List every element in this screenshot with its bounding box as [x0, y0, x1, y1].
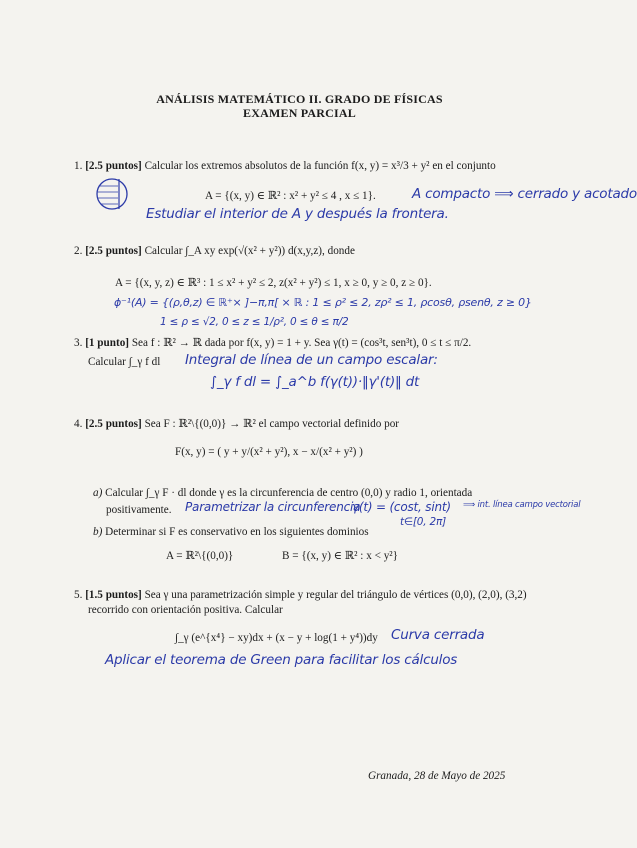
- problem-4b-statement: [93, 526, 369, 538]
- problem-2-text: Calcular ∫_A xy exp(√(x² + y²)) d(x,y,z), donde: [144, 245, 355, 257]
- problem-2-number: 2.: [74, 245, 83, 257]
- problem-4a-text-cont: positivamente.: [106, 504, 172, 516]
- problem-4b-label: b): [93, 526, 103, 538]
- problem-5-handwritten-note-2: Aplicar el teorema de Green para facilitar los cálculos: [105, 652, 458, 668]
- problem-5-points: [1.5 puntos]: [85, 589, 142, 601]
- exam-title: ANÁLISIS MATEMÁTICO II. GRADO DE FÍSICAS: [156, 92, 443, 106]
- problem-3-number: 3.: [74, 337, 83, 349]
- problem-4-points: [2.5 puntos]: [85, 418, 142, 430]
- exam-date: Granada, 28 de Mayo de 2025: [368, 770, 506, 782]
- problem-3-statement: [74, 336, 471, 349]
- problem-4a-handwritten-note-1: Parametrizar la circunferencia: [185, 500, 361, 514]
- problem-1-handwritten-note-1: A compacto ⟹ cerrado y acotado: [412, 186, 637, 202]
- problem-5-integral: ∫_γ (e^{x⁴} − xy)dx + (x − y + log(1 + y⁴))dy: [175, 632, 378, 644]
- problem-1-number: 1.: [74, 160, 83, 172]
- problem-4-field: F(x, y) = ( y + y/(x² + y²), x − x/(x² + y²) ): [175, 446, 363, 458]
- problem-4-number: 4.: [74, 418, 83, 430]
- problem-3-text: Sea f : ℝ² → ℝ dada por f(x, y) = 1 + y. Sea γ(t) = (cos³t, sen³t), 0 ≤ t ≤ π/2.: [131, 337, 472, 349]
- problem-2-handwritten-note-1: ϕ⁻¹(A) = {(ρ,θ,z) ∈ ℝ⁺× ]−π,π[ × ℝ : 1 ≤ ρ² ≤ 2, zρ² ≤ 1, ρcosθ, ρsenθ, z ≥ 0}: [114, 296, 532, 309]
- problem-2-points: [2.5 puntos]: [85, 245, 142, 257]
- problem-4-statement: [74, 417, 399, 430]
- problem-4a-statement: [93, 487, 472, 499]
- region-sketch-icon: [92, 176, 134, 212]
- problem-3-handwritten-note-1: Integral de línea de un campo escalar:: [185, 352, 438, 368]
- problem-2-handwritten-note-2: 1 ≤ ρ ≤ √2, 0 ≤ z ≤ 1/ρ², 0 ≤ θ ≤ π/2: [160, 316, 349, 328]
- problem-5-text: Sea γ una parametrización simple y regular del triángulo de vértices (0,0), (2,0), (3,2): [144, 589, 527, 601]
- problem-1-handwritten-note-2: Estudiar el interior de A y después la frontera.: [146, 206, 449, 222]
- problem-1-text: Calcular los extremos absolutos de la función f(x, y) = x³/3 + y² en el conjunto: [144, 160, 496, 172]
- problem-4a-text: Calcular ∫_γ F · dl donde γ es la circunferencia de centro (0,0) y radio 1, orientada: [105, 487, 473, 499]
- problem-4-text: Sea F : ℝ²\{(0,0)} → ℝ² el campo vectorial definido por: [144, 418, 400, 430]
- problem-4a-handwritten-note-4: ⟹ int. línea campo vectorial: [463, 500, 581, 510]
- problem-4a-handwritten-note-2: γ(t) = (cost, sint): [352, 500, 451, 514]
- problem-1-set: A = {(x, y) ∈ ℝ² : x² + y² ≤ 4 , x ≤ 1}.: [205, 190, 376, 202]
- problem-4b-domain-b: B = {(x, y) ∈ ℝ² : x < y²}: [282, 550, 399, 562]
- problem-4a-label: a): [93, 487, 103, 499]
- problem-2-set: A = {(x, y, z) ∈ ℝ³ : 1 ≤ x² + y² ≤ 2, z(x² + y²) ≤ 1, x ≥ 0, y ≥ 0, z ≥ 0}.: [115, 277, 432, 289]
- problem-2-statement: [74, 245, 355, 257]
- problem-5-number: 5.: [74, 589, 83, 601]
- problem-4a-handwritten-note-3: t∈[0, 2π]: [400, 516, 447, 528]
- exam-subtitle: EXAMEN PARCIAL: [243, 106, 356, 120]
- problem-3-task: Calcular ∫_γ f dl: [88, 356, 161, 368]
- problem-3-points: [1 punto]: [85, 337, 130, 349]
- problem-4b-domain-a: A = ℝ²\{(0,0)}: [166, 550, 234, 562]
- problem-5-handwritten-note-1: Curva cerrada: [391, 627, 485, 643]
- problem-5-statement: [74, 589, 527, 601]
- problem-1-statement: [74, 160, 496, 172]
- problem-3-handwritten-note-2: ∫_γ f dl = ∫_a^b f(γ(t))·‖γ'(t)‖ dt: [210, 374, 420, 390]
- problem-1-points: [2.5 puntos]: [85, 160, 142, 172]
- problem-4b-text: Determinar si F es conservativo en los siguientes dominios: [105, 526, 369, 538]
- problem-5-text-cont: recorrido con orientación positiva. Calcular: [88, 604, 283, 616]
